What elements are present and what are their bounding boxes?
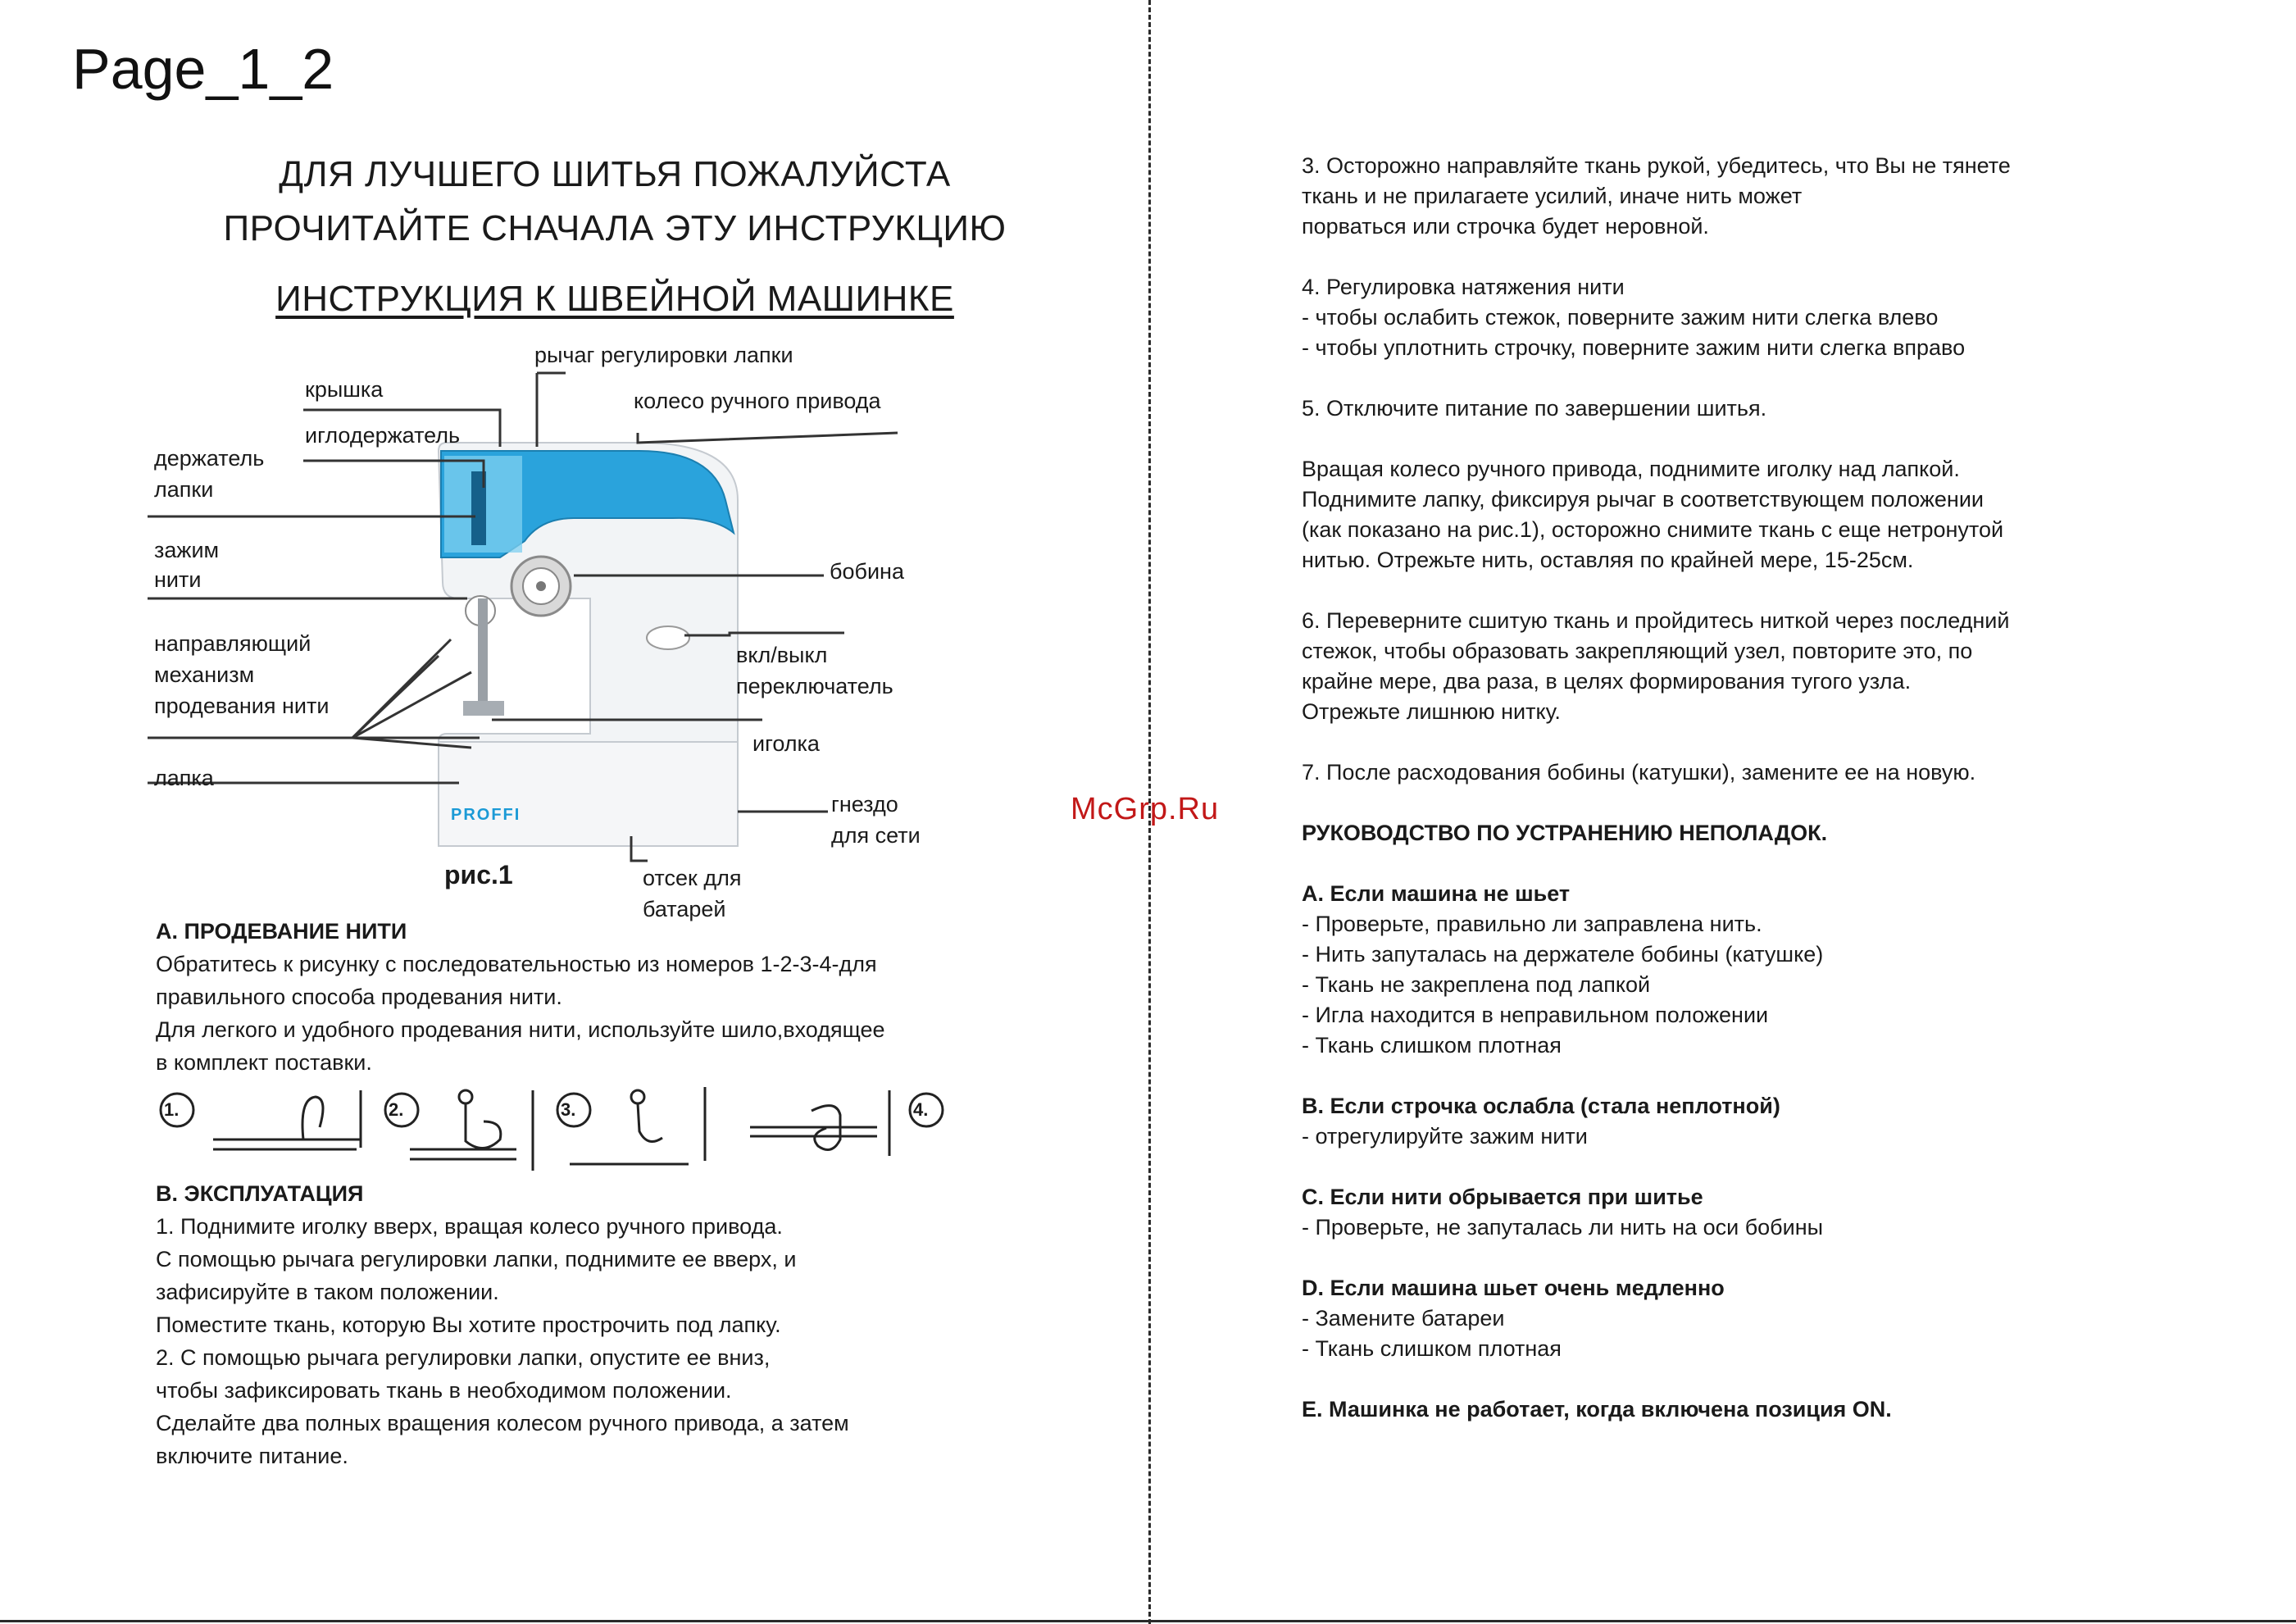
paragraph-gap — [1302, 575, 2203, 606]
right-text-line: - чтобы уплотнить строчку, поверните зажим нити слегка вправо — [1302, 335, 1966, 360]
right-text-line: стежок, чтобы образовать закрепляющий узел, повторите это, по — [1302, 639, 1973, 663]
threading-steps — [156, 1082, 975, 1179]
step-number: 1. — [164, 1099, 180, 1120]
label-handwheel: колесо ручного привода — [634, 389, 881, 413]
label-switch-2: переключатель — [736, 674, 893, 698]
machine-base — [439, 742, 738, 846]
paragraph-gap — [1302, 1243, 2203, 1273]
section-b-line: Сделайте два полных вращения колесом ручного привода, а затем — [156, 1411, 849, 1435]
right-text-line: - Ткань слишком плотная — [1302, 1336, 1562, 1361]
right-heading-line: D. Если машина шьет очень медленно — [1302, 1276, 1725, 1300]
step-number: 2. — [389, 1099, 404, 1120]
right-text-line: - Проверьте, не запуталась ли нить на оси бобины — [1302, 1215, 1824, 1240]
paragraph-gap — [1302, 848, 2203, 879]
presser-foot-part — [463, 701, 504, 716]
right-text-line: 5. Отключите питание по завершении шитья. — [1302, 396, 1767, 421]
paragraph-gap — [1302, 1152, 2203, 1182]
heading-line-1: ДЛЯ ЛУЧШЕГО ШИТЬЯ ПОЖАЛУЙСТА — [279, 154, 951, 194]
label-battery-2: батарей — [643, 897, 726, 921]
right-text-line: Поднимите лапку, фиксируя рычаг в соответствующем положении — [1302, 487, 1984, 512]
right-text-line: - Проверьте, правильно ли заправлена нить. — [1302, 912, 1762, 936]
watermark: McGrp.Ru — [1071, 792, 1220, 826]
right-text-line: - отрегулируйте зажим нити — [1302, 1124, 1588, 1149]
right-text-line: - чтобы ослабить стежок, поверните зажим нити слегка влево — [1302, 305, 1939, 330]
figure-caption: рис.1 — [444, 860, 513, 889]
label-guide-1: направляющий — [154, 631, 311, 656]
right-text-line: - Замените батареи — [1302, 1306, 1505, 1331]
label-foot-holder-2: лапки — [154, 477, 214, 502]
right-text-line: - Нить запуталась на держателе бобины (катушке) — [1302, 942, 1824, 967]
right-text-line: - Ткань не закреплена под лапкой — [1302, 972, 1651, 997]
section-b-line: 1. Поднимите иголку вверх, вращая колесо ручного привода. — [156, 1214, 783, 1239]
label-socket-2: для сети — [831, 823, 921, 848]
section-a-line: в комплект поставки. — [156, 1050, 372, 1075]
heading-block — [131, 148, 1098, 256]
right-text-line: Отрежьте лишнюю нитку. — [1302, 699, 1561, 724]
paragraph-gap — [1302, 1061, 2203, 1091]
right-heading-line: C. Если нити обрывается при шитье — [1302, 1185, 1703, 1209]
right-heading-line: A. Если машина не шьет — [1302, 881, 1571, 906]
label-lever: рычаг регулировки лапки — [534, 343, 793, 367]
section-b-line: С помощью рычага регулировки лапки, поднимите ее вверх, и — [156, 1247, 797, 1271]
paragraph-gap — [1302, 788, 2203, 818]
label-clamp-1: зажим — [154, 538, 220, 562]
right-text-line: - Ткань слишком плотная — [1302, 1033, 1562, 1058]
right-text-line: - Игла находится в неправильном положении — [1302, 1003, 1769, 1027]
right-text-line: 6. Переверните сшитую ткань и пройдитесь ниткой через последний — [1302, 608, 2010, 633]
needle-bar — [478, 598, 488, 705]
paragraph-gap — [1302, 727, 2203, 757]
label-needle: иголка — [752, 731, 820, 756]
section-b — [156, 1177, 1016, 1472]
power-switch — [647, 626, 689, 649]
label-battery-1: отсек для — [643, 866, 742, 890]
right-text-line: 7. После расходования бобины (катушки), замените ее на новую. — [1302, 760, 1976, 785]
bottom-rule — [0, 1620, 2296, 1622]
paragraph-gap — [1302, 363, 2203, 393]
right-text-line: (как показано на рис.1), осторожно снимите ткань с еще нетронутой — [1302, 517, 2004, 542]
heading-line-2: ПРОЧИТАЙТЕ СНАЧАЛА ЭТУ ИНСТРУКЦИЮ — [223, 208, 1007, 248]
subheading: ИНСТРУКЦИЯ К ШВЕЙНОЙ МАШИНКЕ — [275, 279, 954, 319]
label-foot: лапка — [154, 766, 214, 790]
label-guide-3: продевания нити — [154, 694, 330, 718]
section-b-line: 2. С помощью рычага регулировки лапки, опустите ее вниз, — [156, 1345, 771, 1370]
right-heading-line: E. Машинка не работает, когда включена позиция ON. — [1302, 1397, 1892, 1422]
sewing-machine-figure — [148, 328, 951, 921]
right-text-line: порваться или строчка будет неровной. — [1302, 214, 1709, 239]
section-a-line: Для легкого и удобного продевания нити, используйте шило,входящее — [156, 1017, 885, 1042]
brand-logo: PROFFI — [451, 806, 521, 824]
label-guide-2: механизм — [154, 662, 255, 687]
step-number: 4. — [913, 1099, 929, 1120]
section-b-line: включите питание. — [156, 1444, 348, 1468]
sewing-machine-drawing — [148, 328, 951, 918]
section-a — [156, 915, 1016, 1079]
right-text-line: ткань и не прилагаете усилий, иначе нить может — [1302, 184, 1803, 208]
label-bobbin: бобина — [830, 559, 904, 584]
right-text-line: 3. Осторожно направляйте ткань рукой, убедитесь, что Вы не тянете — [1302, 153, 2011, 178]
section-b-line: чтобы зафиксировать ткань в необходимом положении. — [156, 1378, 732, 1403]
label-foot-holder-1: держатель — [154, 446, 265, 471]
page-label: Page_1_2 — [72, 37, 334, 101]
paragraph-gap — [1302, 242, 2203, 272]
section-b-line: зафисируйте в таком положении. — [156, 1280, 499, 1304]
section-b-title: B. ЭКСПЛУАТАЦИЯ — [156, 1181, 364, 1206]
label-switch-1: вкл/выкл — [736, 643, 828, 667]
right-heading-line: РУКОВОДСТВО ПО УСТРАНЕНИЮ НЕПОЛАДОК. — [1302, 821, 1828, 845]
bobbin-wheel — [511, 557, 571, 616]
right-text-line: крайне мере, два раза, в целях формирования тугого узла. — [1302, 669, 1912, 694]
label-needle-holder: иглодержатель — [305, 423, 461, 448]
paragraph-gap — [1302, 424, 2203, 454]
paragraph-gap — [1302, 1364, 2203, 1394]
section-a-line: правильного способа продевания нити. — [156, 985, 562, 1009]
right-text-line: нитью. Отрежьте нить, оставляя по крайней мере, 15-25см. — [1302, 548, 1914, 572]
label-cover: крышка — [305, 377, 384, 402]
right-text-line: Вращая колесо ручного привода, поднимите иголку над лапкой. — [1302, 457, 1960, 481]
step-number: 3. — [561, 1099, 576, 1120]
right-heading-line: B. Если строчка ослабла (стала неплотной) — [1302, 1094, 1780, 1118]
label-socket-1: гнездо — [831, 792, 898, 817]
label-clamp-2: нити — [154, 567, 202, 592]
right-column-text — [1302, 151, 2203, 1425]
section-b-line: Поместите ткань, которую Вы хотите прострочить под лапку. — [156, 1312, 781, 1337]
section-a-line: Обратитесь к рисунку с последовательностью из номеров 1-2-3-4-для — [156, 952, 877, 976]
section-a-title: A. ПРОДЕВАНИЕ НИТИ — [156, 919, 407, 944]
right-text-line: 4. Регулировка натяжения нити — [1302, 275, 1625, 299]
